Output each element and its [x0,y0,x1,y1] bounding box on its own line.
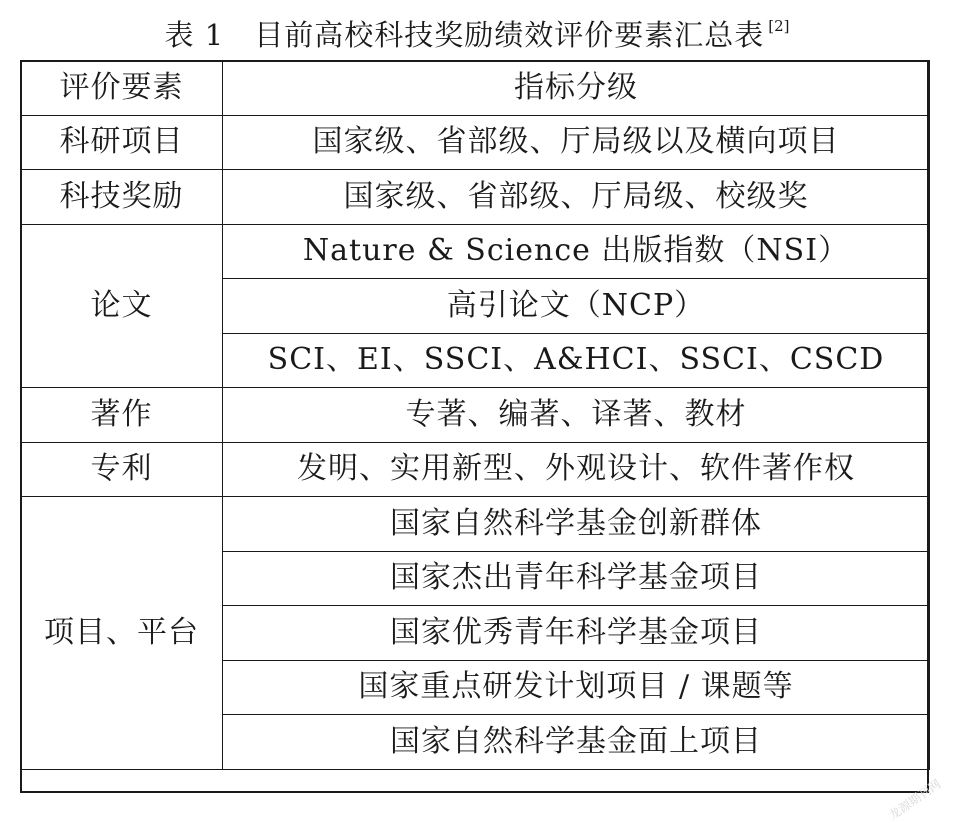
element-cell: 项目、平台 [21,497,223,770]
watermark: 龙源期刊网 [886,776,944,823]
header-indicator-level: 指标分级 [223,61,930,116]
level-cell: 国家优秀青年科学基金项目 [223,606,930,661]
table-row [21,170,930,225]
level-cell: 发明、实用新型、外观设计、软件著作权 [223,442,930,497]
table-row [21,224,930,279]
element-cell: 科研项目 [21,115,223,170]
level-cell: 国家级、省部级、厅局级以及横向项目 [223,115,930,170]
table-number: 表 1 [164,18,225,52]
level-cell: 国家自然科学基金面上项目 [223,715,930,770]
level-cell: 国家杰出青年科学基金项目 [223,551,930,606]
element-cell: 科技奖励 [21,170,223,225]
evaluation-elements-table [20,60,930,770]
level-cell: 高引论文（NCP） [223,279,930,334]
table-header-row [21,61,930,116]
table-title: 目前高校科技奖励绩效评价要素汇总表 [254,18,765,52]
table-row [21,497,930,552]
level-cell: Nature & Science 出版指数（NSI） [223,224,930,279]
level-cell: 国家自然科学基金创新群体 [223,497,930,552]
element-cell: 专利 [21,442,223,497]
element-cell: 论文 [21,224,223,388]
table-caption [0,6,954,55]
element-cell: 著作 [21,388,223,443]
reference-marker: [2] [768,17,790,35]
header-evaluation-element: 评价要素 [21,61,223,116]
level-cell: SCI、EI、SSCI、A&HCI、SSCI、CSCD [223,333,930,388]
table-row [21,442,930,497]
level-cell: 国家级、省部级、厅局级、校级奖 [223,170,930,225]
level-cell: 专著、编著、译著、教材 [223,388,930,443]
table-row [21,388,930,443]
level-cell: 国家重点研发计划项目 / 课题等 [223,660,930,715]
table-row [21,115,930,170]
